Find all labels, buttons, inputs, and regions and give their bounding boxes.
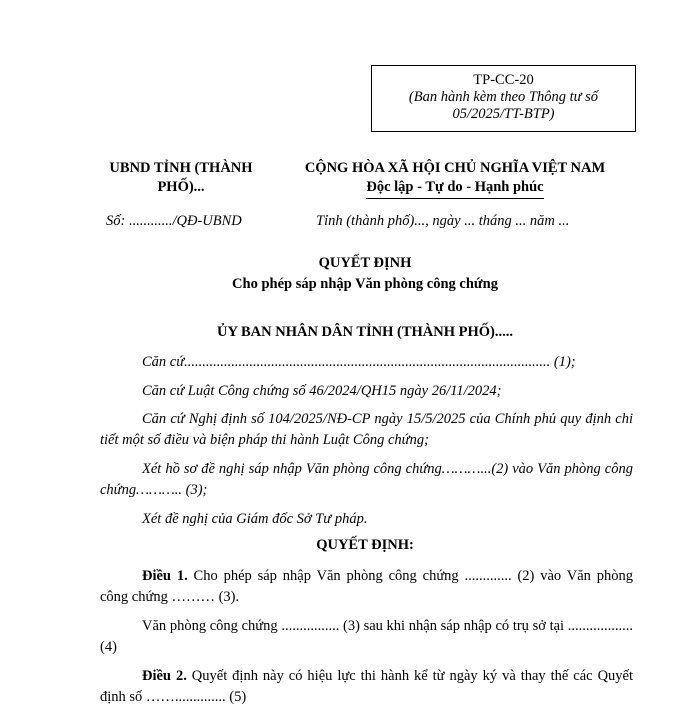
article-1 bbox=[100, 566, 633, 608]
document-number: Số: ............/QĐ-UBND bbox=[106, 213, 242, 229]
form-note-line1: (Ban hành kèm theo Thông tư số bbox=[408, 89, 599, 105]
legal-basis-5: Xét đề nghị của Giám đốc Sở Tư pháp. bbox=[142, 511, 368, 527]
article-1-paragraph-2: Văn phòng công chứng ................ (3) sau khi nhận sáp nhập có trụ sở tại .................. (4) bbox=[100, 618, 633, 655]
national-header bbox=[285, 159, 625, 199]
legal-basis-3: Căn cứ Nghị định số 104/2025/NĐ-CP ngày 15/5/2025 của Chính phủ quy định chi tiết một số điều và biện pháp thi hành Luật Công chứng; bbox=[100, 411, 633, 448]
nation-name: CỘNG HÒA XÃ HỘI CHỦ NGHĨA VIỆT NAM bbox=[304, 160, 606, 176]
place-date-line: Tỉnh (thành phố)..., ngày ... tháng ... năm ... bbox=[316, 213, 570, 229]
article-2-text: Quyết định này có hiệu lực thi hành kể từ ngày ký và thay thế các Quyết định số …….............. (5) bbox=[100, 668, 633, 705]
issuing-authority: ỦY BAN NHÂN DÂN TỈNH (THÀNH PHỐ)..... bbox=[216, 324, 514, 340]
article-2-label: Điều 2. bbox=[142, 668, 187, 684]
article-2 bbox=[100, 666, 633, 708]
nation-motto: Độc lập - Tự do - Hạnh phúc bbox=[366, 178, 543, 199]
decision-heading: QUYẾT ĐỊNH: bbox=[316, 537, 414, 553]
legal-basis-2: Căn cứ Luật Công chứng số 46/2024/QH15 ngày 26/11/2024; bbox=[142, 383, 502, 399]
article-1-text: Cho phép sáp nhập Văn phòng công chứng ............. (2) vào Văn phòng công chứng ……… (3). bbox=[100, 568, 633, 605]
form-code-box bbox=[371, 65, 636, 132]
form-code: TP-CC-20 bbox=[473, 72, 534, 88]
legal-basis-1: Căn cứ..................................................................................................... (1); bbox=[142, 354, 576, 370]
document-subject: Cho phép sáp nhập Văn phòng công chứng bbox=[232, 276, 498, 292]
legal-basis-4: Xét hồ sơ đề nghị sáp nhập Văn phòng công chứng………...(2) vào Văn phòng công chứng……….. (3); bbox=[100, 461, 633, 498]
issuing-agency bbox=[92, 159, 270, 197]
article-1-label: Điều 1. bbox=[142, 568, 188, 584]
document-type-title: QUYẾT ĐỊNH bbox=[318, 255, 412, 271]
agency-line2: PHỐ)... bbox=[157, 179, 205, 195]
form-note-line2: 05/2025/TT-BTP) bbox=[452, 106, 555, 122]
agency-line1: UBND TỈNH (THÀNH bbox=[109, 160, 253, 176]
